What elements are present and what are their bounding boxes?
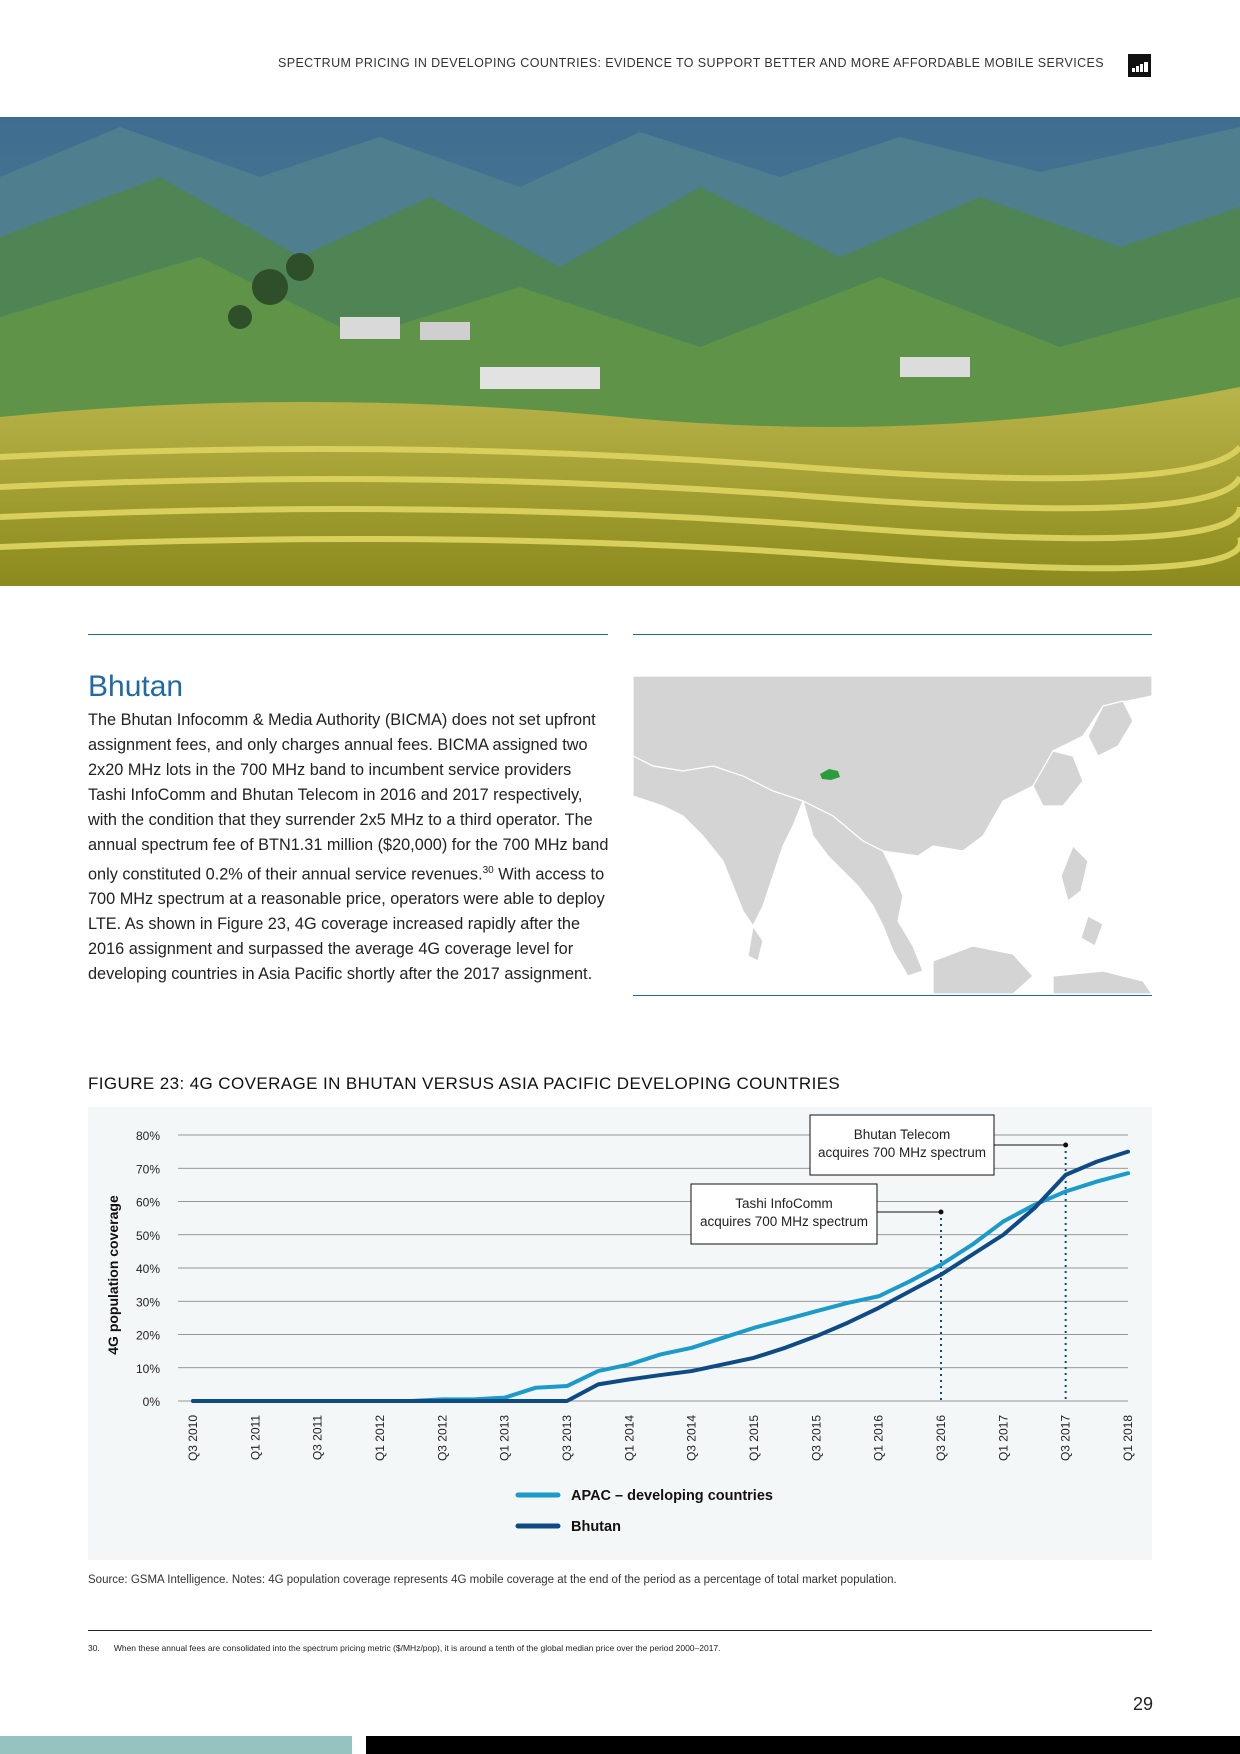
y-axis-label: 4G population coverage — [105, 1195, 121, 1355]
y-tick-label: 0% — [142, 1395, 160, 1409]
annotation-text: acquires 700 MHz spectrum — [817, 1145, 987, 1160]
figure-title: FIGURE 23: 4G COVERAGE IN BHUTAN VERSUS ASIA PACIFIC DEVELOPING COUNTRIES — [88, 1074, 841, 1093]
x-tick-label: Q1 2013 — [497, 1415, 512, 1462]
map-bottom-rule — [633, 995, 1152, 996]
gsma-logo-icon — [1128, 54, 1151, 77]
x-tick-label: Q1 2012 — [373, 1415, 387, 1462]
x-tick-label: Q3 2016 — [934, 1415, 948, 1462]
section-rule-left — [88, 634, 608, 635]
page-number: 29 — [1133, 1694, 1154, 1714]
x-tick-label: Q3 2013 — [560, 1415, 574, 1462]
footnote-reference: 30 — [482, 865, 494, 876]
section-rule-right — [633, 634, 1152, 635]
annotation-dot — [939, 1210, 944, 1215]
x-tick-label: Q3 2014 — [684, 1415, 699, 1462]
legend-label: Bhutan — [571, 1519, 621, 1535]
y-tick-label: 20% — [135, 1328, 160, 1343]
annotation-text: Bhutan Telecom — [853, 1127, 951, 1142]
footnote-divider — [88, 1630, 1152, 1631]
chart-panel — [88, 1107, 1152, 1560]
x-tick-label: Q3 2010 — [186, 1415, 200, 1462]
x-tick-label: Q3 2017 — [1058, 1415, 1073, 1462]
section-title: Bhutan — [88, 670, 184, 703]
figure-source-note: Source: GSMA Intelligence. Notes: 4G population coverage represents 4G mobile coverage at the end of the period as a percentage of total market population. — [88, 1574, 897, 1586]
y-tick-label: 40% — [135, 1262, 160, 1276]
series-line-bhutan — [193, 1152, 1128, 1401]
running-header: SPECTRUM PRICING IN DEVELOPING COUNTRIES: EVIDENCE TO SUPPORT BETTER AND MORE AFFORDABLE MOBILE SERVICES — [277, 56, 1104, 70]
x-tick-label: Q1 2015 — [747, 1415, 761, 1462]
footnote — [88, 1643, 721, 1653]
footer-bar-teal — [0, 1736, 352, 1754]
section-paragraph — [88, 708, 613, 987]
annotation-text: Tashi InfoComm — [735, 1196, 833, 1211]
y-tick-label: 10% — [135, 1361, 160, 1376]
coverage-line-chart — [88, 1107, 1152, 1560]
asia-map — [633, 676, 1152, 994]
x-tick-label: Q3 2015 — [809, 1415, 824, 1462]
y-tick-label: 70% — [135, 1162, 160, 1177]
y-tick-label: 60% — [135, 1195, 160, 1210]
y-tick-label: 80% — [135, 1129, 160, 1143]
paragraph-text-part1: The Bhutan Infocomm & Media Authority (BICMA) does not set upfront assignment fees, and only charges annual fees. BICMA assigned two 2x20 MHz lots in the 700 MHz band to incumbent service providers Tashi InfoComm and Bhutan Telecom in 2016 and 2017 respectively, with the condition that they surrender 2x5 MHz to a third operator. The annual spectrum fee of BTN1.31 million ($20,000) for the 700 MHz band only constituted 0.2% of their annual service revenues. — [88, 711, 609, 884]
footnote-number: 30. — [88, 1643, 100, 1653]
x-tick-label: Q1 2016 — [871, 1415, 886, 1462]
annotation-text: acquires 700 MHz spectrum — [699, 1214, 869, 1229]
legend-label: APAC – developing countries — [571, 1488, 773, 1504]
footnote-text: When these annual fees are consolidated into the spectrum pricing metric ($/MHz/pop), it is around a tenth of the global median price over the period 2000–2017. — [113, 1643, 721, 1653]
y-tick-label: 50% — [135, 1228, 160, 1243]
paragraph-text-part2: With access to 700 MHz spectrum at a reasonable price, operators were able to deploy LTE. As shown in Figure 23, 4G coverage increased rapidly after the 2016 assignment and surpassed the average 4G coverage level for developing countries in Asia Pacific shortly after the 2017 assignment. — [88, 865, 605, 984]
x-tick-label: Q3 2011 — [310, 1415, 325, 1461]
annotation-dot — [1063, 1143, 1068, 1148]
x-tick-label: Q3 2012 — [435, 1415, 450, 1462]
series-line-apac-developing-countries — [193, 1173, 1128, 1401]
x-tick-label: Q1 2018 — [1121, 1415, 1135, 1462]
x-tick-label: Q1 2014 — [622, 1415, 637, 1462]
hero-photo-bhutan-landscape — [0, 117, 1240, 586]
x-tick-label: Q1 2011 — [248, 1415, 263, 1461]
x-tick-label: Q1 2017 — [996, 1415, 1011, 1462]
footer-bar-black — [366, 1736, 1240, 1754]
y-tick-label: 30% — [135, 1295, 160, 1310]
